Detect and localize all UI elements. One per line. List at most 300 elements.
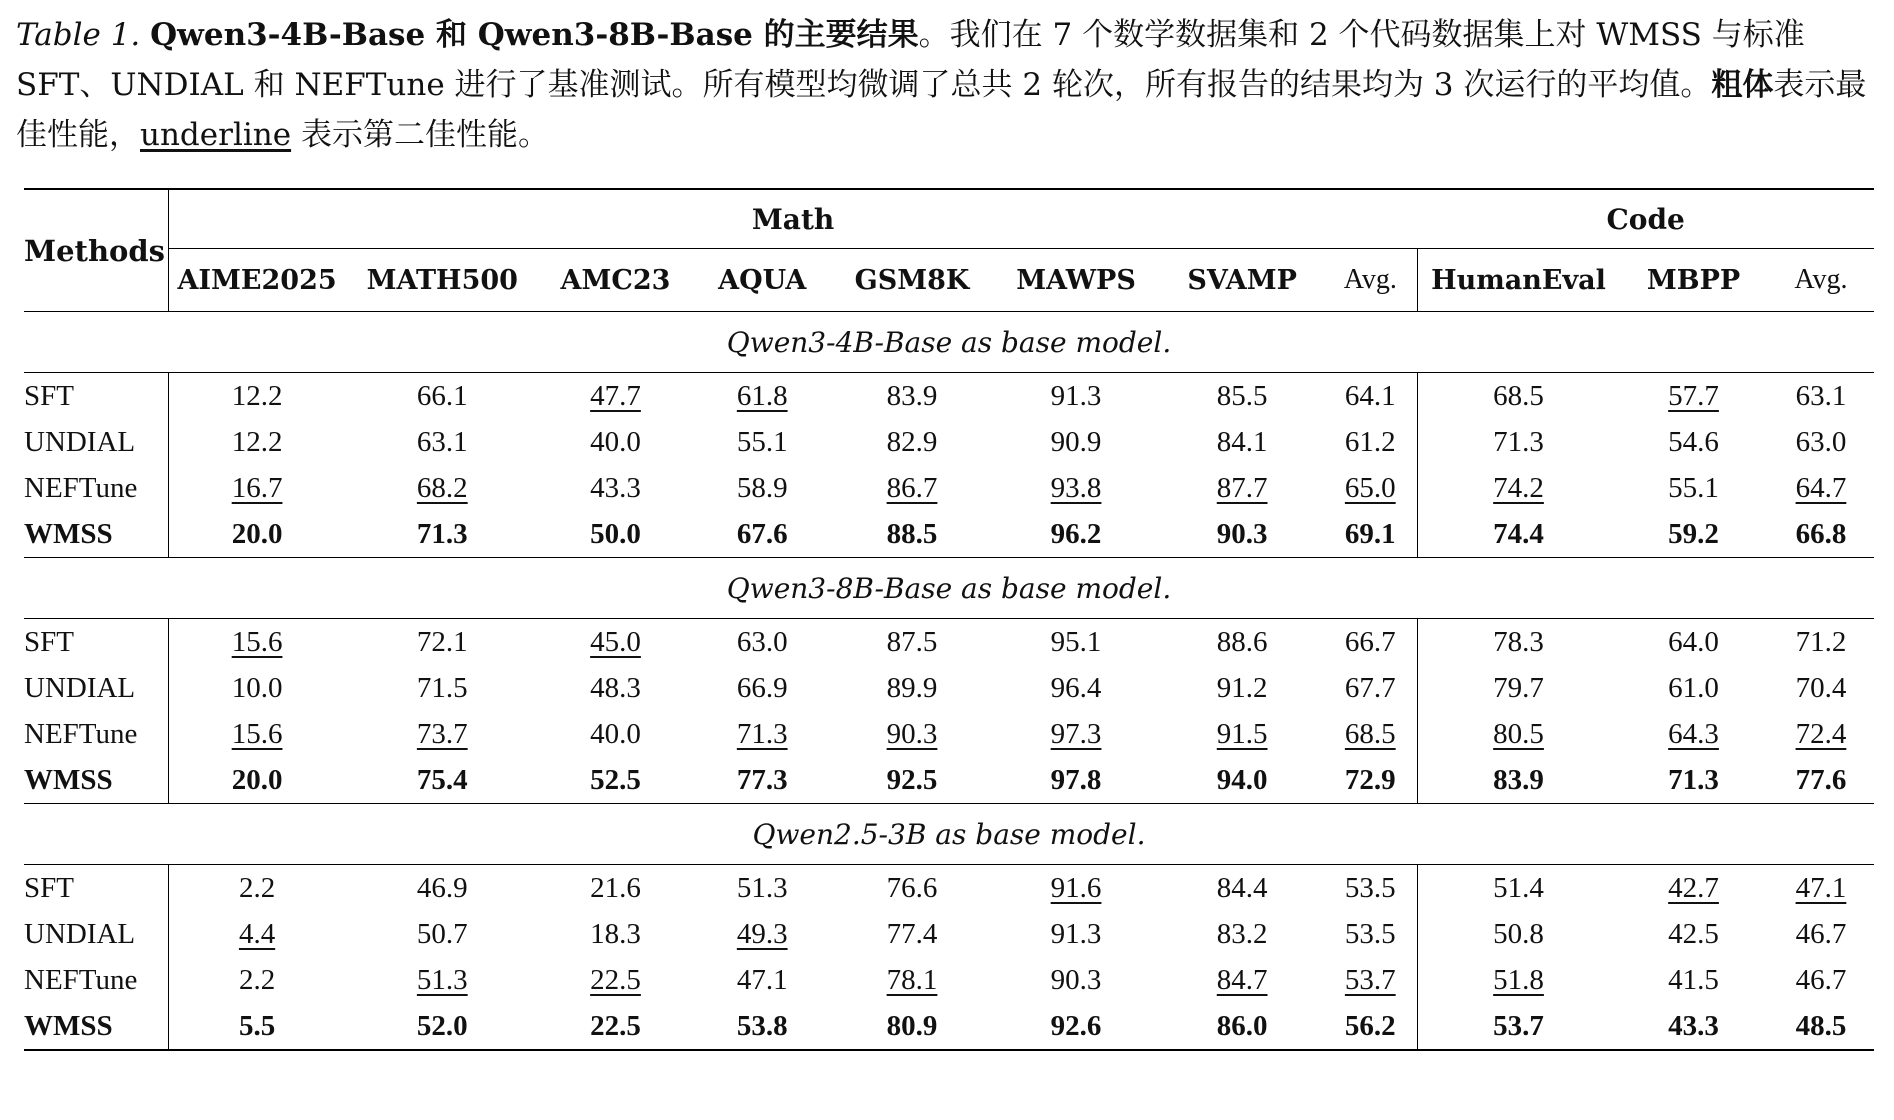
cell-value: 61.0 [1668, 671, 1719, 704]
cell-value: 83.2 [1216, 917, 1268, 950]
cell-value: 87.7 [1216, 471, 1268, 504]
table-cell [1324, 1003, 1418, 1050]
table-cell [168, 711, 345, 757]
cell-value: 84.7 [1216, 963, 1268, 996]
cell-value: 42.5 [1668, 917, 1719, 950]
table-cell [692, 711, 833, 757]
table-cell [1768, 665, 1874, 711]
cell-value: 83.9 [1493, 763, 1544, 796]
method-name: WMSS [24, 1003, 168, 1050]
table-row [24, 511, 1874, 558]
table-cell [833, 711, 992, 757]
table-cell [833, 619, 992, 666]
caption-bold-word: 粗体 [1711, 67, 1774, 103]
table-row [24, 957, 1874, 1003]
cell-value: 71.5 [416, 671, 468, 704]
table-cell [539, 1003, 692, 1050]
table-cell [1324, 419, 1418, 465]
table-cell [1417, 373, 1619, 420]
table-cell [1768, 1003, 1874, 1050]
caption-bold-text: 表示最佳性能， [16, 67, 1867, 153]
table-cell [1324, 865, 1418, 912]
method-name: UNDIAL [24, 911, 168, 957]
table-row [24, 865, 1874, 912]
table-cell [1324, 711, 1418, 757]
section-title: Qwen3-8B-Base as base model. [24, 558, 1874, 619]
cell-value: 53.5 [1344, 917, 1396, 950]
table-label: Table 1. [16, 17, 141, 53]
cell-value: 84.1 [1216, 425, 1268, 458]
table-cell [168, 665, 345, 711]
table-cell [991, 511, 1160, 558]
cell-value: 72.9 [1344, 763, 1396, 796]
cell-value: 68.5 [1344, 717, 1396, 750]
method-name: UNDIAL [24, 665, 168, 711]
table-cell [991, 957, 1160, 1003]
cell-value: 91.2 [1216, 671, 1268, 704]
table-cell [345, 911, 539, 957]
cell-value: 76.6 [886, 871, 938, 904]
table-cell [833, 865, 992, 912]
cell-value: 61.2 [1344, 425, 1396, 458]
column-header: AQUA [718, 264, 807, 296]
table-cell [692, 419, 833, 465]
table-cell [168, 757, 345, 804]
cell-value: 42.7 [1668, 871, 1719, 904]
cell-value: 94.0 [1216, 763, 1268, 796]
table-cell [168, 619, 345, 666]
table-cell [1417, 911, 1619, 957]
table-cell [1161, 419, 1324, 465]
table-cell [1619, 619, 1768, 666]
cell-value: 50.0 [590, 517, 641, 550]
cell-value: 46.7 [1795, 963, 1847, 996]
cell-value: 40.0 [590, 717, 641, 750]
method-name: NEFTune [24, 957, 168, 1003]
table-cell [1324, 665, 1418, 711]
cell-value: 56.2 [1344, 1009, 1396, 1042]
cell-value: 55.1 [1668, 471, 1719, 504]
table-cell [539, 957, 692, 1003]
table-cell [991, 619, 1160, 666]
cell-value: 85.5 [1216, 379, 1268, 412]
table-cell [1619, 511, 1768, 558]
cell-value: 22.5 [590, 1009, 641, 1042]
method-name: NEFTune [24, 711, 168, 757]
column-header-row [24, 249, 1874, 312]
table-row [24, 911, 1874, 957]
cell-value: 89.9 [886, 671, 938, 704]
cell-value: 15.6 [231, 717, 283, 750]
table-cell [1324, 619, 1418, 666]
cell-value: 48.3 [590, 671, 641, 704]
table-cell [1161, 711, 1324, 757]
math-group-header: Math [168, 189, 1417, 249]
table-cell [692, 865, 833, 912]
cell-value: 43.3 [1668, 1009, 1719, 1042]
table-cell [1161, 865, 1324, 912]
cell-value: 46.9 [416, 871, 468, 904]
cell-value: 15.6 [231, 625, 283, 658]
cell-value: 66.7 [1344, 625, 1396, 658]
cell-value: 59.2 [1668, 517, 1719, 550]
table-cell [539, 865, 692, 912]
table-cell [539, 757, 692, 804]
table-cell [991, 711, 1160, 757]
table-cell [1619, 911, 1768, 957]
table-cell [1768, 911, 1874, 957]
table-caption [16, 10, 1876, 160]
cell-value: 54.6 [1668, 425, 1719, 458]
code-group-header: Code [1417, 189, 1874, 249]
cell-value: 41.5 [1668, 963, 1719, 996]
cell-value: 88.6 [1216, 625, 1268, 658]
table-cell [539, 619, 692, 666]
table-cell [1417, 711, 1619, 757]
cell-value: 96.2 [1050, 517, 1102, 550]
table-cell [1161, 757, 1324, 804]
table-cell [1619, 757, 1768, 804]
table-cell [345, 619, 539, 666]
cell-value: 71.3 [736, 717, 788, 750]
cell-value: 49.3 [736, 917, 788, 950]
cell-value: 73.7 [416, 717, 468, 750]
table-cell [692, 757, 833, 804]
table-cell [991, 911, 1160, 957]
table-row [24, 757, 1874, 804]
table-cell [1417, 865, 1619, 912]
table-cell [692, 465, 833, 511]
table-cell [692, 665, 833, 711]
cell-value: 52.5 [590, 763, 641, 796]
cell-value: 47.7 [590, 379, 641, 412]
table-cell [539, 665, 692, 711]
cell-value: 64.7 [1795, 471, 1847, 504]
table-cell [833, 511, 992, 558]
table-cell [168, 911, 345, 957]
section-title: Qwen2.5-3B as base model. [24, 804, 1874, 865]
column-header: HumanEval [1431, 264, 1606, 296]
cell-value: 66.8 [1795, 517, 1847, 550]
table-cell [833, 373, 992, 420]
table-row [24, 373, 1874, 420]
table-cell [345, 419, 539, 465]
cell-value: 63.0 [736, 625, 788, 658]
table-cell [168, 957, 345, 1003]
cell-value: 93.8 [1050, 471, 1102, 504]
cell-value: 69.1 [1344, 517, 1396, 550]
cell-value: 67.6 [736, 517, 788, 550]
cell-value: 75.4 [416, 763, 468, 796]
table-cell [991, 865, 1160, 912]
table-row [24, 419, 1874, 465]
table-row [24, 619, 1874, 666]
method-name: WMSS [24, 757, 168, 804]
table-body [24, 312, 1874, 1051]
table-cell [1161, 957, 1324, 1003]
table-cell [1768, 757, 1874, 804]
column-header: AIME2025 [177, 264, 337, 296]
section-title: Qwen3-4B-Base as base model. [24, 312, 1874, 373]
table-cell [1417, 511, 1619, 558]
cell-value: 57.7 [1668, 379, 1719, 412]
cell-value: 72.4 [1795, 717, 1847, 750]
column-header: MBPP [1646, 264, 1741, 296]
cell-value: 40.0 [590, 425, 641, 458]
method-name: UNDIAL [24, 419, 168, 465]
table-cell [1324, 757, 1418, 804]
cell-value: 22.5 [590, 963, 641, 996]
table-cell [1161, 373, 1324, 420]
cell-value: 96.4 [1050, 671, 1102, 704]
cell-value: 21.6 [590, 871, 641, 904]
cell-value: 91.6 [1050, 871, 1102, 904]
cell-value: 90.3 [1216, 517, 1268, 550]
cell-value: 2.2 [238, 871, 276, 904]
cell-value: 63.1 [1795, 379, 1847, 412]
method-name: WMSS [24, 511, 168, 558]
table-cell [1768, 711, 1874, 757]
cell-value: 95.1 [1050, 625, 1102, 658]
cell-value: 82.9 [886, 425, 938, 458]
cell-value: 71.3 [1668, 763, 1719, 796]
table-cell [168, 511, 345, 558]
column-header: GSM8K [854, 264, 970, 296]
table-cell [991, 419, 1160, 465]
table-row [24, 711, 1874, 757]
cell-value: 68.2 [416, 471, 468, 504]
cell-value: 64.1 [1344, 379, 1396, 412]
cell-value: 77.3 [736, 763, 788, 796]
table-cell [168, 373, 345, 420]
cell-value: 71.2 [1795, 625, 1847, 658]
table-cell [991, 1003, 1160, 1050]
table-cell [833, 957, 992, 1003]
cell-value: 67.7 [1344, 671, 1396, 704]
cell-value: 43.3 [590, 471, 641, 504]
table-cell [833, 465, 992, 511]
table-cell [168, 465, 345, 511]
cell-value: 66.1 [416, 379, 468, 412]
caption-title: Qwen3-4B-Base 和 Qwen3-8B-Base 的主要结果 [150, 17, 919, 53]
table-row [24, 465, 1874, 511]
column-header: AMC23 [560, 264, 671, 296]
cell-value: 51.3 [416, 963, 468, 996]
table-cell [345, 511, 539, 558]
caption-body: 。我们在 7 个数学数据集和 2 个代码数据集上对 WMSS 与标准 SFT、UNDIAL 和 NEFTune 进行了基准测试。所有模型均微调了总共 2 轮次，所有报告的结果均为 3 次运行的平均值。 [16, 17, 1805, 103]
table-cell [1324, 511, 1418, 558]
table-cell [1619, 865, 1768, 912]
cell-value: 58.9 [736, 471, 788, 504]
table-cell [692, 373, 833, 420]
cell-value: 79.7 [1493, 671, 1544, 704]
cell-value: 71.3 [416, 517, 468, 550]
table-cell [168, 1003, 345, 1050]
cell-value: 55.1 [736, 425, 788, 458]
cell-value: 83.9 [886, 379, 938, 412]
table-cell [1619, 373, 1768, 420]
caption-underline-text: 表示第二佳性能。 [291, 117, 549, 153]
table-cell [1417, 465, 1619, 511]
table-cell [539, 373, 692, 420]
cell-value: 66.9 [736, 671, 788, 704]
cell-value: 97.8 [1050, 763, 1102, 796]
cell-value: 20.0 [231, 763, 283, 796]
cell-value: 10.0 [231, 671, 283, 704]
table-cell [345, 373, 539, 420]
cell-value: 51.8 [1493, 963, 1544, 996]
table-cell [1768, 619, 1874, 666]
cell-value: 2.2 [238, 963, 276, 996]
cell-value: 12.2 [231, 425, 283, 458]
table-cell [1161, 619, 1324, 666]
cell-value: 51.4 [1493, 871, 1544, 904]
cell-value: 46.7 [1795, 917, 1847, 950]
table-cell [1619, 465, 1768, 511]
cell-value: 64.0 [1668, 625, 1719, 658]
cell-value: 47.1 [736, 963, 788, 996]
cell-value: 4.4 [238, 917, 276, 950]
table-cell [692, 911, 833, 957]
cell-value: 18.3 [590, 917, 641, 950]
table-cell [1324, 911, 1418, 957]
cell-value: 87.5 [886, 625, 938, 658]
table-cell [1324, 465, 1418, 511]
table-cell [1768, 957, 1874, 1003]
cell-value: 77.4 [886, 917, 938, 950]
cell-value: 68.5 [1493, 379, 1544, 412]
cell-value: 53.7 [1493, 1009, 1544, 1042]
table-cell [345, 757, 539, 804]
cell-value: 64.3 [1668, 717, 1719, 750]
cell-value: 65.0 [1344, 471, 1396, 504]
table-cell [1161, 665, 1324, 711]
cell-value: 91.3 [1050, 379, 1102, 412]
cell-value: 70.4 [1795, 671, 1847, 704]
table-cell [539, 911, 692, 957]
table-cell [991, 373, 1160, 420]
table-row [24, 665, 1874, 711]
cell-value: 90.9 [1050, 425, 1102, 458]
table-cell [1161, 511, 1324, 558]
table-cell [168, 865, 345, 912]
methods-header: Methods [24, 189, 168, 312]
table-cell [1619, 1003, 1768, 1050]
cell-value: 90.3 [1050, 963, 1102, 996]
table-cell [991, 665, 1160, 711]
cell-value: 77.6 [1795, 763, 1847, 796]
table-cell [345, 711, 539, 757]
cell-value: 71.3 [1493, 425, 1544, 458]
cell-value: 80.9 [886, 1009, 938, 1042]
table-cell [833, 757, 992, 804]
table-cell [345, 865, 539, 912]
table-cell [692, 1003, 833, 1050]
table-cell [539, 511, 692, 558]
cell-value: 78.3 [1493, 625, 1544, 658]
table-row [24, 1003, 1874, 1050]
cell-value: 48.5 [1795, 1009, 1847, 1042]
cell-value: 90.3 [886, 717, 938, 750]
table-cell [1324, 957, 1418, 1003]
table-cell [345, 465, 539, 511]
cell-value: 51.3 [736, 871, 788, 904]
table-cell [539, 465, 692, 511]
table-cell [833, 665, 992, 711]
cell-value: 16.7 [231, 471, 283, 504]
cell-value: 92.5 [886, 763, 938, 796]
method-name: SFT [24, 865, 168, 912]
table-cell [833, 911, 992, 957]
method-name: SFT [24, 619, 168, 666]
cell-value: 91.3 [1050, 917, 1102, 950]
table-cell [692, 511, 833, 558]
cell-value: 45.0 [590, 625, 641, 658]
table-cell [991, 757, 1160, 804]
table-cell [1768, 373, 1874, 420]
table-cell [539, 419, 692, 465]
table-cell [1768, 511, 1874, 558]
cell-value: 86.0 [1216, 1009, 1268, 1042]
table-cell [1417, 757, 1619, 804]
table-cell [1417, 419, 1619, 465]
cell-value: 97.3 [1050, 717, 1102, 750]
table-cell [1324, 373, 1418, 420]
table-cell [1768, 465, 1874, 511]
table-cell [539, 711, 692, 757]
cell-value: 61.8 [736, 379, 788, 412]
table-cell [1417, 957, 1619, 1003]
table-cell [833, 1003, 992, 1050]
cell-value: 53.8 [736, 1009, 788, 1042]
table-cell [1619, 957, 1768, 1003]
table-cell [1417, 1003, 1619, 1050]
cell-value: 72.1 [416, 625, 468, 658]
table-cell [1619, 711, 1768, 757]
cell-value: 12.2 [231, 379, 283, 412]
table-cell [833, 419, 992, 465]
column-header: MAWPS [1016, 264, 1136, 296]
cell-value: 63.1 [416, 425, 468, 458]
column-header: Avg. [1794, 264, 1848, 295]
cell-value: 50.7 [416, 917, 468, 950]
cell-value: 74.4 [1493, 517, 1544, 550]
cell-value: 52.0 [416, 1009, 468, 1042]
table-cell [692, 619, 833, 666]
cell-value: 53.7 [1344, 963, 1396, 996]
table-cell [991, 465, 1160, 511]
table-cell [1768, 419, 1874, 465]
cell-value: 63.0 [1795, 425, 1847, 458]
table-cell [1417, 665, 1619, 711]
method-name: NEFTune [24, 465, 168, 511]
table-cell [345, 665, 539, 711]
table-cell [1161, 1003, 1324, 1050]
cell-value: 84.4 [1216, 871, 1268, 904]
cell-value: 80.5 [1493, 717, 1544, 750]
method-name: SFT [24, 373, 168, 420]
cell-value: 88.5 [886, 517, 938, 550]
cell-value: 92.6 [1050, 1009, 1102, 1042]
table-cell [1161, 465, 1324, 511]
cell-value: 74.2 [1493, 471, 1544, 504]
cell-value: 5.5 [238, 1009, 276, 1042]
table-cell [1619, 419, 1768, 465]
table-cell [1768, 865, 1874, 912]
cell-value: 53.5 [1344, 871, 1396, 904]
caption-underline-word: underline [140, 117, 292, 153]
column-header: Avg. [1324, 249, 1418, 312]
